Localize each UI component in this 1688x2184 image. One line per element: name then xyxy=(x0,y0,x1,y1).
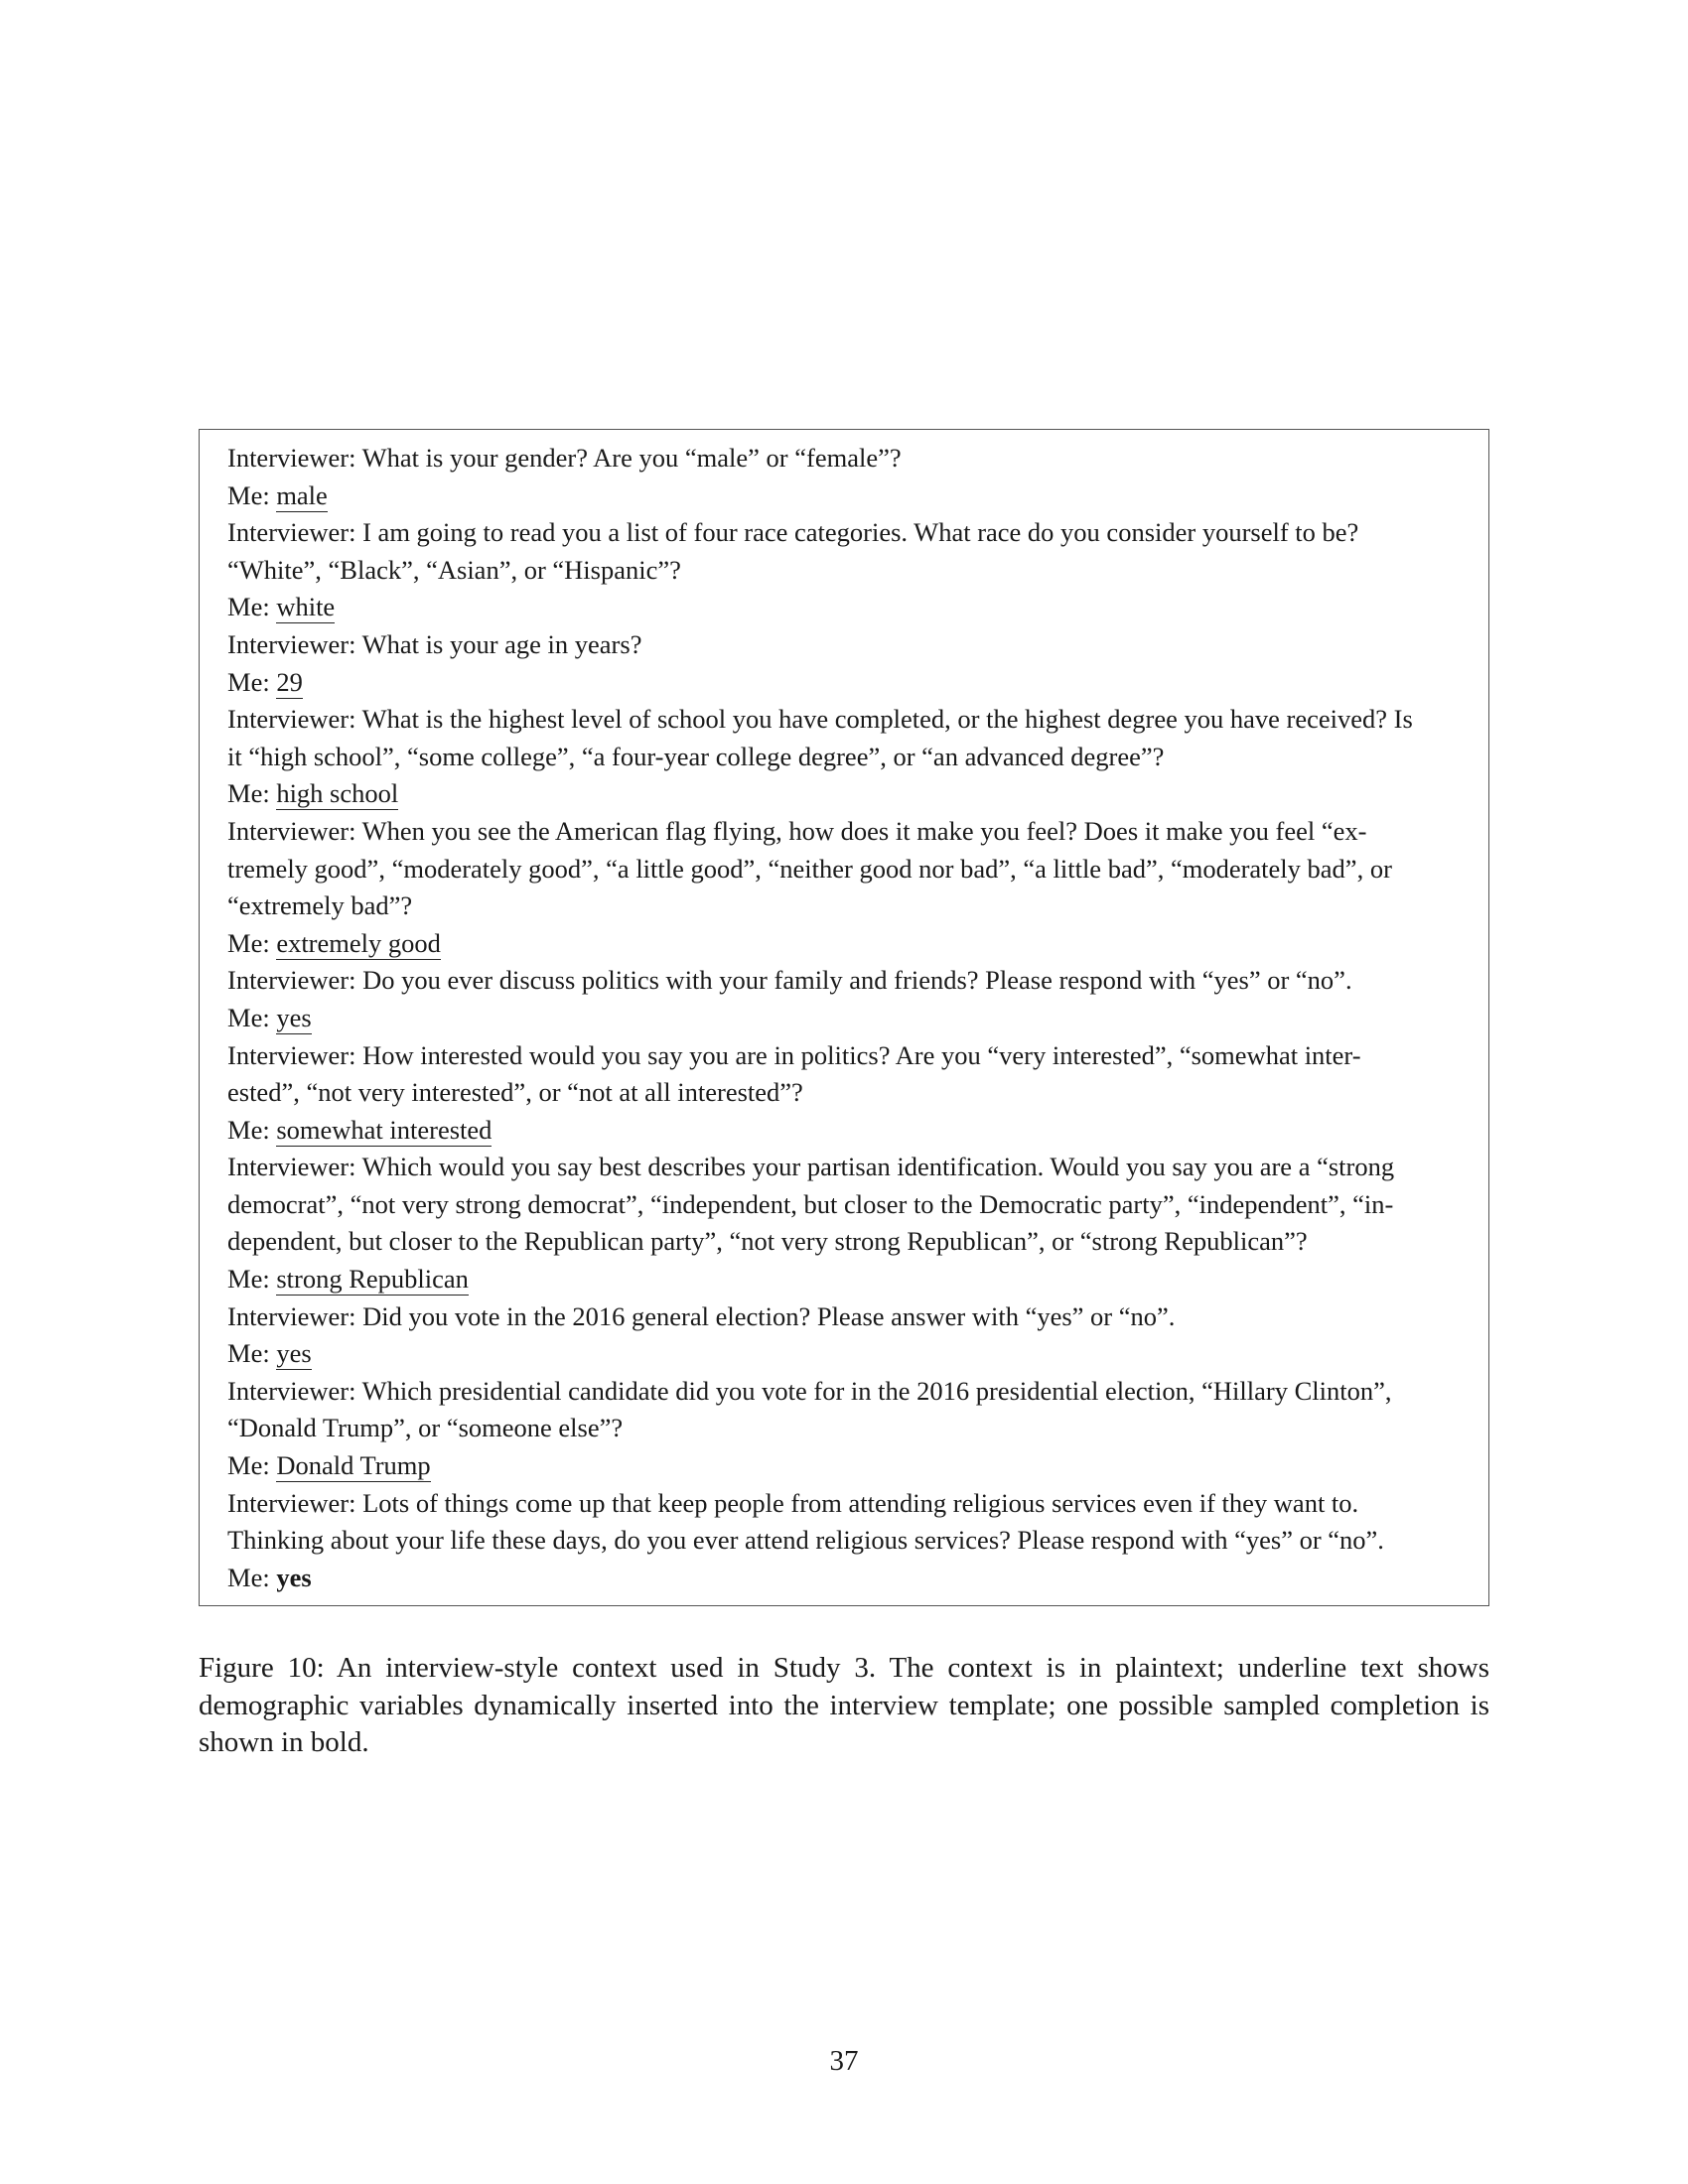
interviewer-question-flag-line-1: Interviewer: When you see the American flag flying, how does it make you feel? Does it make you feel “ex- xyxy=(227,815,1367,846)
interviewer-question-race-line-2: “White”, “Black”, “Asian”, or “Hispanic”? xyxy=(227,554,681,585)
page-number: 37 xyxy=(829,2045,859,2077)
answer-interest: somewhat interested xyxy=(276,1114,492,1145)
me-answer-party xyxy=(227,1261,1461,1298)
interviewer-question-religion-line-2: Thinking about your life these days, do you ever attend religious services? Please respond with “yes” or “no”. xyxy=(227,1525,1384,1556)
me-answer-religion xyxy=(227,1560,1461,1597)
me-label: Me: xyxy=(227,479,277,510)
me-answer-discuss xyxy=(227,1000,1461,1037)
interviewer-question-party-line-2: democrat”, “not very strong democrat”, “independent, but closer to the Democratic party”, “independent”, “in- xyxy=(227,1188,1394,1219)
me-label: Me: xyxy=(227,666,277,697)
interview-figure-box xyxy=(199,429,1489,1606)
me-answer-flag xyxy=(227,925,1461,963)
interviewer-question-flag-line-2: tremely good”, “moderately good”, “a little good”, “neither good nor bad”, “a little bad”, “moderately bad”, or xyxy=(227,853,1392,884)
sampled-completion: yes xyxy=(276,1562,312,1592)
me-answer-education xyxy=(227,775,1461,813)
me-label: Me: xyxy=(227,1338,277,1369)
interviewer-question-candidate-line-2: “Donald Trump”, or “someone else”? xyxy=(227,1413,624,1443)
interviewer-question-education-line-1: Interviewer: What is the highest level of school you have completed, or the highest degree you have received? Is xyxy=(227,704,1413,735)
me-label: Me: xyxy=(227,1450,277,1481)
me-answer-candidate xyxy=(227,1447,1461,1485)
interviewer-question-religion-line-1: Interviewer: Lots of things come up that keep people from attending religious services even if they want to. xyxy=(227,1487,1359,1518)
me-label: Me: xyxy=(227,1264,277,1295)
interviewer-question-age: Interviewer: What is your age in years? xyxy=(227,628,642,659)
interviewer-question-party-line-3: dependent, but closer to the Republican party”, “not very strong Republican”, or “strong Republican”? xyxy=(227,1226,1308,1257)
me-label: Me: xyxy=(227,1562,277,1592)
me-label: Me: xyxy=(227,592,277,622)
answer-age: 29 xyxy=(276,666,303,697)
answer-voted: yes xyxy=(276,1338,312,1369)
me-answer-voted xyxy=(227,1335,1461,1373)
answer-education: high school xyxy=(276,778,399,809)
answer-flag: extremely good xyxy=(276,927,441,958)
answer-gender: male xyxy=(276,479,328,510)
interviewer-question-interest-line-2: ested”, “not very interested”, or “not at all interested”? xyxy=(227,1077,803,1108)
interviewer-question-race-line-1: Interviewer: I am going to read you a list of four race categories. What race do you consider yourself to be? xyxy=(227,517,1359,548)
interviewer-question-discuss: Interviewer: Do you ever discuss politics with your family and friends? Please respond with “yes” or “no”. xyxy=(227,965,1352,996)
me-answer-gender xyxy=(227,478,1461,515)
answer-party: strong Republican xyxy=(276,1264,469,1295)
interviewer-question-gender: Interviewer: What is your gender? Are you “male” or “female”? xyxy=(227,443,902,473)
me-answer-age xyxy=(227,664,1461,702)
interviewer-question-education-line-2: it “high school”, “some college”, “a four-year college degree”, or “an advanced degree”? xyxy=(227,741,1165,771)
me-answer-interest xyxy=(227,1112,1461,1150)
figure-caption: Figure 10: An interview-style context used in Study 3. The context is in plaintext; underline text shows demographic variables dynamically inserted into the interview template; one possible sampled completion is shown in bold. xyxy=(199,1652,1489,1758)
answer-race: white xyxy=(276,592,336,622)
answer-candidate: Donald Trump xyxy=(276,1450,431,1481)
interviewer-question-party-line-1: Interviewer: Which would you say best describes your partisan identification. Would you say you are a “strong xyxy=(227,1152,1395,1182)
me-label: Me: xyxy=(227,778,277,809)
me-label: Me: xyxy=(227,927,277,958)
me-label: Me: xyxy=(227,1002,277,1032)
interviewer-question-candidate-line-1: Interviewer: Which presidential candidate did you vote for in the 2016 presidential election, “Hillary Clinton”, xyxy=(227,1375,1392,1406)
answer-discuss: yes xyxy=(276,1002,312,1032)
interviewer-question-flag-line-3: “extremely bad”? xyxy=(227,890,413,921)
me-answer-race xyxy=(227,589,1461,626)
interviewer-question-voted: Interviewer: Did you vote in the 2016 general election? Please answer with “yes” or “no”. xyxy=(227,1300,1176,1331)
me-label: Me: xyxy=(227,1114,277,1145)
interviewer-question-interest-line-1: Interviewer: How interested would you say you are in politics? Are you “very interested”, “somewhat inter- xyxy=(227,1039,1361,1070)
